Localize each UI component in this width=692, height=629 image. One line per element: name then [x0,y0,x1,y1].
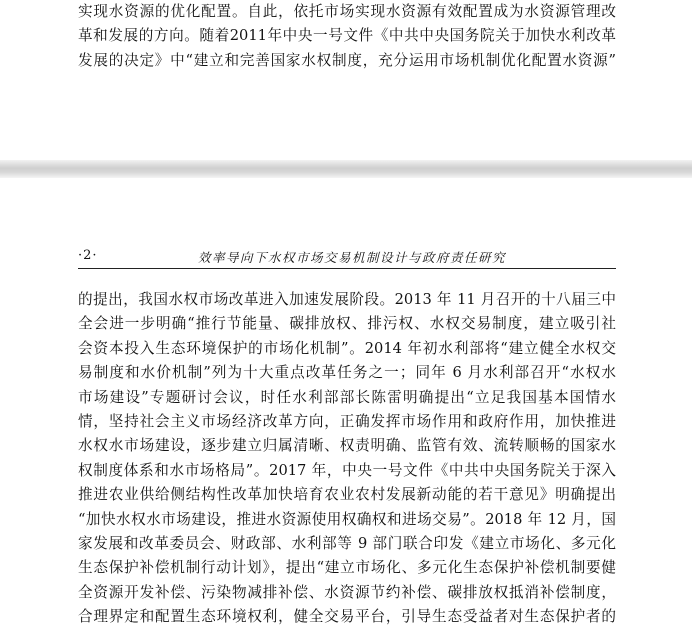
body-line: 生态保护补偿机制行动计划》，提出“建立市场化、多元化生态保护补偿机制要健 [78,559,616,577]
body-line: 发展的决定》中“建立和完善国家水权制度，充分运用市场机制优化配置水资源” [78,51,616,69]
running-header [78,244,616,269]
body-line: 会资本投入生态环境保护的市场化机制”。2014 年初水利部将“建立健全水权交 [78,339,616,357]
previous-page-body [78,0,616,73]
body-line: 水权水市场建设，逐步建立归属清晰、权责明确、监管有效、流转顺畅的国家水 [78,437,616,455]
body-line: 全资源开发补偿、污染物减排补偿、水资源节约补偿、碳排放权抵消补偿制度， [78,583,616,601]
current-page [0,178,692,626]
running-title: 效率导向下水权市场交易机制设计与政府责任研究 [198,250,507,265]
body-line: 全会进一步明确“推行节能量、碳排放权、排污权、水权交易制度，建立吸引社 [78,315,616,333]
body-line: “加快水权水市场建设，推进水资源使用权确权和进场交易”。2018 年 12 月，国 [78,510,616,528]
body-line: 的提出，我国水权市场改革进入加速发展阶段。2013 年 11 月召开的十八届三中 [78,291,616,308]
body-line: 市场建设”专题研讨会议，时任水利部部长陈雷明确提出“立足我国基本国情水 [78,388,616,406]
body-line: 家发展和改革委员会、财政部、水利部等 9 部门联合印发《建立市场化、多元化 [78,534,616,552]
body-line: 推进农业供给侧结构性改革加快培育农业农村发展新动能的若干意见》明确提出 [78,486,616,504]
body-line: 革和发展的方向。随着2011年中央一号文件《中共中央国务院关于加快水利改革 [78,27,616,45]
current-page-body [78,288,616,629]
body-line: 合理界定和配置生态环境权利，健全交易平台，引导生态受益者对生态保护者的 [78,608,616,626]
previous-page [0,0,692,160]
body-line: 情，坚持社会主义市场经济改革方向，正确发挥市场作用和政府作用，加快推进 [78,412,616,430]
page-separator [0,160,692,178]
body-line: 实现水资源的优化配置。自此，依托市场实现水资源有效配置成为水资源管理改 [78,3,616,20]
page-number: ·2· [78,248,98,263]
body-line: 权制度体系和水市场格局”。2017 年，中央一号文件《中共中央国务院关于深入 [78,461,616,479]
body-line: 易制度和水价机制”列为十大重点改革任务之一；同年 6 月水利部召开“水权水 [78,364,616,382]
